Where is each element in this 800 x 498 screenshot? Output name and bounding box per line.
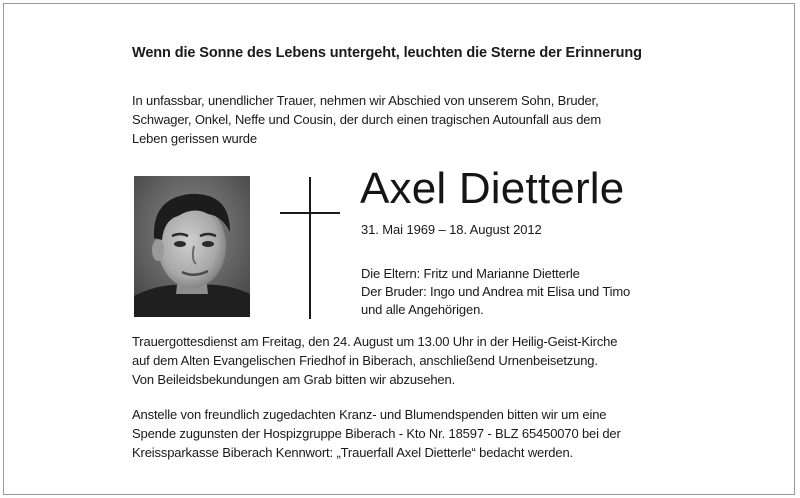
service-line: Trauergottesdienst am Freitag, den 24. August um 13.00 Uhr in der Heilig-Geist-Kirche xyxy=(132,334,618,349)
donation-line: Spende zugunsten der Hospizgruppe Biberach - Kto Nr. 18597 - BLZ 65450070 bei der xyxy=(132,426,621,441)
portrait-photo xyxy=(134,176,250,317)
service-line: Von Beileidsbekundungen am Grab bitten wir abzusehen. xyxy=(132,372,456,387)
donation-line: Kreissparkasse Biberach Kennwort: „Trauerfall Axel Dietterle“ bedacht werden. xyxy=(132,445,574,460)
donation-paragraph xyxy=(132,405,621,462)
donation-line: Anstelle von freundlich zugedachten Kranz- und Blumendspenden bitten wir um eine xyxy=(132,407,607,422)
funeral-service-paragraph xyxy=(132,332,617,389)
motto-heading: Wenn die Sonne des Lebens untergeht, leuchten die Sterne der Erinnerung xyxy=(132,45,642,61)
intro-line: Leben gerissen wurde xyxy=(132,131,257,146)
deceased-name: Axel Dietterle xyxy=(360,164,625,213)
cross-symbol xyxy=(280,177,340,319)
cross-horizontal-bar xyxy=(280,212,340,214)
intro-paragraph xyxy=(132,91,692,148)
intro-line: Schwager, Onkel, Neffe und Cousin, der durch einen tragischen Autounfall aus dem xyxy=(132,112,602,127)
cross-vertical-bar xyxy=(309,177,311,319)
mourners-line: Der Bruder: Ingo und Andrea mit Elisa und Timo xyxy=(361,284,631,299)
life-dates: 31. Mai 1969 – 18. August 2012 xyxy=(361,222,542,237)
service-line: auf dem Alten Evangelischen Friedhof in Biberach, anschließend Urnenbeisetzung. xyxy=(132,353,598,368)
mourners-line: und alle Angehörigen. xyxy=(361,302,484,317)
mourners-line: Die Eltern: Fritz und Marianne Dietterle xyxy=(361,266,580,281)
intro-line: In unfassbar, unendlicher Trauer, nehmen wir Abschied von unserem Sohn, Bruder, xyxy=(132,93,599,108)
mourners-list xyxy=(361,265,630,319)
obituary-card xyxy=(3,3,795,495)
